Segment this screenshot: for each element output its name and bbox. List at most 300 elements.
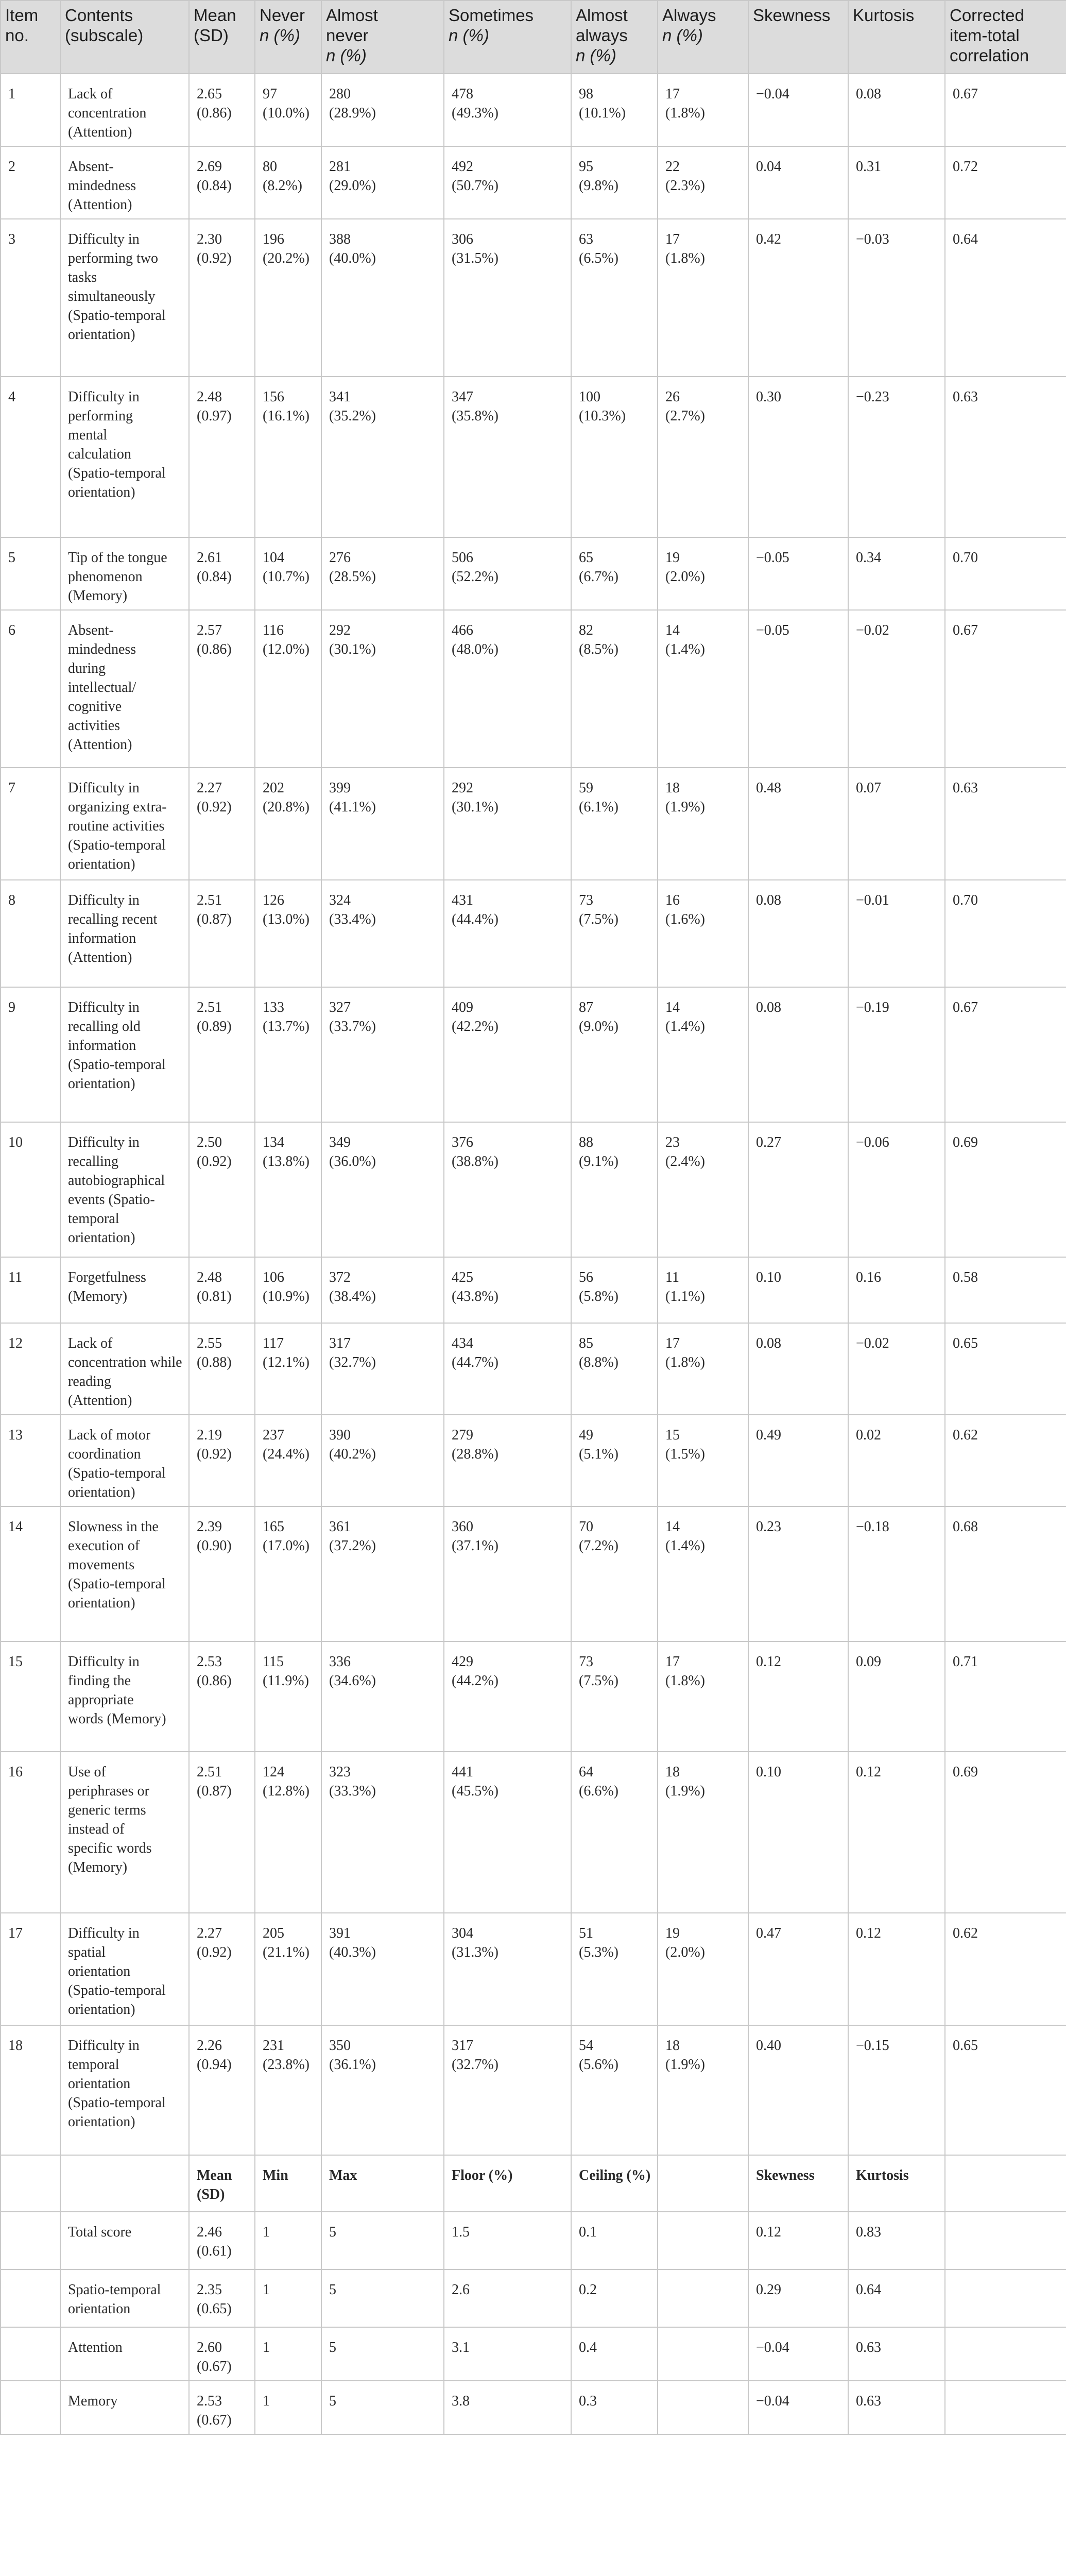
never-count (255, 610, 321, 768)
item-contents-line: information (68, 1038, 136, 1054)
almost-always-count-line: 63 (579, 231, 593, 247)
almost-always-count-line: (6.7%) (579, 569, 618, 585)
item-contents-line: phenomenon (68, 569, 143, 585)
summary-row (1, 2269, 1066, 2327)
item-contents-line: temporal (68, 1211, 119, 1227)
never-count (255, 1913, 321, 2025)
item-mean-sd (189, 880, 255, 987)
almost-never-count (321, 1415, 444, 1506)
never-count-line: (10.9%) (263, 1289, 310, 1304)
always-count-line: (2.0%) (665, 1944, 705, 1960)
almost-always-count-line: (10.3%) (579, 408, 626, 424)
item-mean-sd-line: (0.92) (197, 799, 232, 815)
summary-ceiling: 0.1 (571, 2212, 658, 2269)
never-count (255, 987, 321, 1122)
almost-never-count-line: 336 (329, 1654, 351, 1670)
almost-always-count (571, 1752, 658, 1913)
item-total-correlation: 0.64 (945, 219, 1066, 377)
item-mean-sd-line: (0.97) (197, 408, 232, 424)
column-header-label: Corrected (950, 6, 1024, 25)
item-contents-line: Difficulty in (68, 1654, 140, 1670)
item-number: 13 (1, 1415, 60, 1506)
item-kurtosis: −0.23 (848, 377, 945, 537)
always-count (658, 1506, 748, 1641)
item-contents-line: (Spatio-temporal (68, 1576, 166, 1592)
summary-max: 5 (321, 2381, 444, 2434)
almost-never-count (321, 219, 444, 377)
always-count-line: (1.9%) (665, 799, 705, 815)
item-skewness: −0.04 (748, 74, 848, 146)
always-count (658, 146, 748, 219)
sometimes-count (444, 2025, 571, 2155)
never-count-line: (13.7%) (263, 1019, 310, 1035)
summary-header-skewness: Skewness (748, 2155, 848, 2212)
sometimes-count-line: (42.2%) (452, 1019, 498, 1035)
item-mean-sd-line: 2.39 (197, 1519, 222, 1535)
almost-always-count (571, 987, 658, 1122)
item-contents-line: orientation (68, 2076, 131, 2092)
item-kurtosis: −0.18 (848, 1506, 945, 1641)
item-total-correlation: 0.63 (945, 377, 1066, 537)
sometimes-count-line: 506 (452, 550, 473, 566)
never-count (255, 537, 321, 610)
item-contents-line: recalling old (68, 1019, 141, 1035)
item-contents-line: Difficulty in (68, 231, 140, 247)
item-contents-line: cognitive (68, 699, 122, 715)
always-count-line: (2.3%) (665, 178, 705, 194)
almost-always-count-line: (6.6%) (579, 1783, 618, 1799)
summary-row (1, 2381, 1066, 2434)
almost-never-count-line: (30.1%) (329, 641, 376, 657)
item-mean-sd-line: (0.92) (197, 1944, 232, 1960)
almost-always-count-line: 73 (579, 892, 593, 908)
never-count-line: (11.9%) (263, 1673, 309, 1689)
item-contents-line: Difficulty in (68, 389, 140, 405)
item-contents-line: coordination (68, 1446, 141, 1462)
item-mean-sd (189, 1323, 255, 1415)
summary-header-min: Min (255, 2155, 321, 2212)
summary-max: 5 (321, 2327, 444, 2381)
sometimes-count (444, 377, 571, 537)
sometimes-count-line: 279 (452, 1427, 473, 1443)
always-count-line: (1.4%) (665, 641, 705, 657)
summary-header-blank (945, 2155, 1066, 2212)
summary-label (60, 2269, 189, 2327)
item-contents-line: (Attention) (68, 737, 132, 753)
item-contents (60, 1752, 189, 1913)
column-header-label: Sometimes (449, 6, 534, 25)
sometimes-count-line: (43.8%) (452, 1289, 498, 1304)
item-mean-sd-line: 2.27 (197, 780, 222, 796)
item-contents-line: (Spatio-temporal (68, 1982, 166, 1998)
almost-never-count-line: 280 (329, 86, 351, 102)
item-contents-line: mindedness (68, 178, 136, 194)
almost-never-count (321, 1323, 444, 1415)
table-row (1, 219, 1066, 377)
item-contents-line: intellectual/ (68, 680, 136, 696)
table-row (1, 1641, 1066, 1752)
item-mean-sd (189, 1641, 255, 1752)
almost-never-count-line: 388 (329, 231, 351, 247)
never-count-line: 116 (263, 622, 284, 638)
never-count (255, 219, 321, 377)
item-contents-line: performing two (68, 250, 158, 266)
sometimes-count-line: 292 (452, 780, 473, 796)
item-contents (60, 1323, 189, 1415)
item-contents-line: (Spatio-temporal (68, 465, 166, 481)
summary-skewness: 0.29 (748, 2269, 848, 2327)
never-count (255, 1415, 321, 1506)
almost-never-count-line: 281 (329, 159, 351, 175)
item-contents-line: Difficulty in (68, 1925, 140, 1941)
always-count-line: (1.6%) (665, 911, 705, 927)
column-header-unit: n (%) (449, 26, 489, 45)
never-count-line: 133 (263, 999, 284, 1015)
column-header (848, 1, 945, 74)
always-count-line: (1.1%) (665, 1289, 705, 1304)
item-total-correlation: 0.67 (945, 987, 1066, 1122)
always-count-line: 14 (665, 622, 680, 638)
almost-never-count-line: 349 (329, 1134, 351, 1150)
always-count (658, 2025, 748, 2155)
item-skewness: 0.40 (748, 2025, 848, 2155)
almost-always-count (571, 1257, 658, 1323)
sometimes-count (444, 1257, 571, 1323)
almost-always-count-line: (7.5%) (579, 1673, 618, 1689)
summary-kurtosis: 0.83 (848, 2212, 945, 2269)
sometimes-count-line: 376 (452, 1134, 473, 1150)
item-contents-line: (Attention) (68, 124, 132, 140)
summary-blank (1, 2269, 60, 2327)
item-mean-sd-line: (0.88) (197, 1354, 232, 1370)
column-header-label: (subscale) (65, 26, 144, 45)
item-number: 5 (1, 537, 60, 610)
item-contents-line: during (68, 660, 106, 676)
always-count-line: (1.4%) (665, 1019, 705, 1035)
item-contents-line: tasks (68, 269, 97, 285)
sometimes-count-line: 492 (452, 159, 473, 175)
sometimes-count-line: (44.7%) (452, 1354, 498, 1370)
item-contents-line: orientation) (68, 327, 135, 343)
item-kurtosis: 0.12 (848, 1913, 945, 2025)
summary-header-mean (189, 2155, 255, 2212)
item-contents (60, 1641, 189, 1752)
summary-floor: 3.8 (444, 2381, 571, 2434)
item-mean-sd-line: 2.51 (197, 892, 222, 908)
almost-never-count (321, 2025, 444, 2155)
item-skewness: 0.23 (748, 1506, 848, 1641)
item-mean-sd-line: (0.92) (197, 250, 232, 266)
always-count-line: 17 (665, 86, 680, 102)
column-header-label: correlation (950, 46, 1029, 65)
item-skewness: −0.05 (748, 610, 848, 768)
item-total-correlation: 0.67 (945, 74, 1066, 146)
always-count-line: (2.7%) (665, 408, 705, 424)
never-count-line: 237 (263, 1427, 284, 1443)
never-count-line: (17.0%) (263, 1538, 310, 1554)
sometimes-count (444, 1122, 571, 1257)
almost-always-count (571, 74, 658, 146)
never-count (255, 1122, 321, 1257)
almost-always-count-line: 85 (579, 1335, 593, 1351)
almost-always-count-line: 73 (579, 1654, 593, 1670)
item-kurtosis: 0.07 (848, 768, 945, 880)
item-skewness: 0.47 (748, 1913, 848, 2025)
almost-always-count-line: 56 (579, 1269, 593, 1285)
item-mean-sd-line: 2.51 (197, 1764, 222, 1780)
always-count-line: 11 (665, 1269, 679, 1285)
never-count-line: (10.7%) (263, 569, 310, 585)
item-number: 15 (1, 1641, 60, 1752)
item-total-correlation: 0.63 (945, 768, 1066, 880)
summary-ceiling: 0.4 (571, 2327, 658, 2381)
almost-never-count-line: (40.2%) (329, 1446, 376, 1462)
item-contents-line: orientation) (68, 484, 135, 500)
table-row (1, 146, 1066, 219)
always-count-line: (2.0%) (665, 569, 705, 585)
summary-kurtosis: 0.64 (848, 2269, 945, 2327)
item-contents-line: (Memory) (68, 1289, 128, 1304)
item-mean-sd-line: 2.61 (197, 550, 222, 566)
almost-always-count (571, 2025, 658, 2155)
item-mean-sd-line: 2.53 (197, 1654, 222, 1670)
item-mean-sd (189, 537, 255, 610)
item-contents-line: mindedness (68, 641, 136, 657)
summary-header-max: Max (321, 2155, 444, 2212)
item-mean-sd-line: 2.30 (197, 231, 222, 247)
item-contents-line: periphrases or (68, 1783, 149, 1799)
item-mean-sd (189, 1415, 255, 1506)
almost-never-count-line: 324 (329, 892, 351, 908)
item-contents (60, 377, 189, 537)
never-count (255, 74, 321, 146)
almost-never-count (321, 768, 444, 880)
almost-always-count-line: 100 (579, 389, 600, 405)
summary-label-line: Memory (68, 2393, 118, 2409)
table-row (1, 74, 1066, 146)
column-header-label: Kurtosis (853, 6, 915, 25)
always-count (658, 1641, 748, 1752)
always-count-line: 26 (665, 389, 680, 405)
item-contents (60, 1122, 189, 1257)
never-count-line: 202 (263, 780, 284, 796)
always-count (658, 880, 748, 987)
never-count-line: (12.0%) (263, 641, 310, 657)
sometimes-count-line: (44.4%) (452, 911, 498, 927)
item-contents-line: (Spatio-temporal (68, 2095, 166, 2111)
almost-never-count-line: (28.9%) (329, 105, 376, 121)
always-count-line: (1.9%) (665, 1783, 705, 1799)
always-count-line: 16 (665, 892, 680, 908)
item-contents (60, 1415, 189, 1506)
never-count-line: 231 (263, 2038, 284, 2054)
item-kurtosis: 0.31 (848, 146, 945, 219)
table-row (1, 987, 1066, 1122)
sometimes-count-line: (48.0%) (452, 641, 498, 657)
column-header-unit: n (%) (260, 26, 300, 45)
item-contents-line: orientation) (68, 856, 135, 872)
item-contents-line: (Spatio-temporal (68, 837, 166, 853)
column-header-label: Almost (576, 6, 628, 25)
item-contents-line: autobiographical (68, 1173, 165, 1189)
column-header-label: no. (5, 26, 29, 45)
never-count-line: 156 (263, 389, 284, 405)
sometimes-count-line: (50.7%) (452, 178, 498, 194)
summary-min: 1 (255, 2269, 321, 2327)
sometimes-count-line: (52.2%) (452, 569, 498, 585)
summary-blank (658, 2381, 748, 2434)
sometimes-count-line: 478 (452, 86, 473, 102)
sometimes-count (444, 1415, 571, 1506)
item-kurtosis: 0.09 (848, 1641, 945, 1752)
item-mean-sd-line: (0.86) (197, 641, 232, 657)
item-contents-line: (Attention) (68, 197, 132, 213)
summary-mean-sd (189, 2269, 255, 2327)
item-kurtosis: −0.03 (848, 219, 945, 377)
column-header-label: Contents (65, 6, 133, 25)
always-count-line: (1.9%) (665, 2057, 705, 2073)
item-contents-line: orientation) (68, 1076, 135, 1092)
never-count (255, 880, 321, 987)
summary-floor: 3.1 (444, 2327, 571, 2381)
almost-always-count-line: (7.5%) (579, 911, 618, 927)
summary-mean-sd-line: 2.46 (197, 2224, 222, 2240)
sometimes-count (444, 610, 571, 768)
always-count (658, 768, 748, 880)
item-contents-line: Absent- (68, 622, 114, 638)
item-skewness: 0.48 (748, 768, 848, 880)
summary-kurtosis: 0.63 (848, 2381, 945, 2434)
sometimes-count-line: (35.8%) (452, 408, 498, 424)
item-mean-sd-line: (0.84) (197, 569, 232, 585)
always-count-line: 18 (665, 1764, 680, 1780)
always-count (658, 377, 748, 537)
almost-never-count-line: 317 (329, 1335, 351, 1351)
item-total-correlation: 0.69 (945, 1752, 1066, 1913)
almost-never-count-line: (38.4%) (329, 1289, 376, 1304)
sometimes-count-line: (45.5%) (452, 1783, 498, 1799)
almost-always-count-line: 88 (579, 1134, 593, 1150)
column-header (444, 1, 571, 74)
item-contents-line: Difficulty in (68, 1134, 140, 1150)
almost-never-count-line: 391 (329, 1925, 351, 1941)
summary-blank (945, 2269, 1066, 2327)
item-mean-sd-line: (0.90) (197, 1538, 232, 1554)
table-row (1, 377, 1066, 537)
item-contents-line: (Spatio-temporal (68, 1057, 166, 1073)
column-header (1, 1, 60, 74)
sometimes-count (444, 146, 571, 219)
almost-never-count (321, 1641, 444, 1752)
item-contents-line: mental (68, 427, 108, 443)
item-contents (60, 146, 189, 219)
item-total-correlation: 0.58 (945, 1257, 1066, 1323)
item-mean-sd-line: (0.92) (197, 1446, 232, 1462)
always-count-line: (1.5%) (665, 1446, 705, 1462)
always-count (658, 1323, 748, 1415)
always-count-line: 23 (665, 1134, 680, 1150)
sometimes-count-line: (38.8%) (452, 1154, 498, 1170)
sometimes-count-line: 425 (452, 1269, 473, 1285)
summary-blank (1, 2381, 60, 2434)
item-skewness: 0.10 (748, 1257, 848, 1323)
item-number: 14 (1, 1506, 60, 1641)
item-mean-sd-line: (0.86) (197, 105, 232, 121)
almost-always-count-line: (7.2%) (579, 1538, 618, 1554)
never-count-line: (16.1%) (263, 408, 310, 424)
item-contents (60, 537, 189, 610)
almost-never-count (321, 537, 444, 610)
item-contents-line: recalling (68, 1154, 118, 1170)
almost-always-count-line: (6.1%) (579, 799, 618, 815)
never-count-line: (10.0%) (263, 105, 310, 121)
sometimes-count-line: (31.3%) (452, 1944, 498, 1960)
item-mean-sd-line: (0.86) (197, 1673, 232, 1689)
sometimes-count-line: (37.1%) (452, 1538, 498, 1554)
column-header (945, 1, 1066, 74)
almost-always-count (571, 768, 658, 880)
always-count (658, 1257, 748, 1323)
never-count-line: 80 (263, 159, 277, 175)
item-mean-sd (189, 1913, 255, 2025)
sometimes-count-line: 466 (452, 622, 473, 638)
item-number: 4 (1, 377, 60, 537)
almost-never-count-line: (33.7%) (329, 1019, 376, 1035)
almost-never-count (321, 146, 444, 219)
table-row (1, 880, 1066, 987)
item-mean-sd-line: 2.65 (197, 86, 222, 102)
always-count (658, 1122, 748, 1257)
never-count-line: (21.1%) (263, 1944, 310, 1960)
item-skewness: 0.08 (748, 1323, 848, 1415)
column-header (60, 1, 189, 74)
almost-always-count (571, 377, 658, 537)
item-contents-line: concentration while reading (68, 1354, 182, 1389)
item-contents-line: Lack of (68, 1335, 113, 1351)
sometimes-count-line: 431 (452, 892, 473, 908)
item-number: 6 (1, 610, 60, 768)
summary-blank (658, 2327, 748, 2381)
sometimes-count-line: (49.3%) (452, 105, 498, 121)
always-count-line: (2.4%) (665, 1154, 705, 1170)
item-total-correlation: 0.68 (945, 1506, 1066, 1641)
always-count-line: 17 (665, 231, 680, 247)
item-number: 17 (1, 1913, 60, 2025)
never-count (255, 768, 321, 880)
almost-always-count-line: 82 (579, 622, 593, 638)
summary-header-blank (1, 2155, 60, 2212)
almost-always-count (571, 537, 658, 610)
item-mean-sd (189, 987, 255, 1122)
never-count-line: 196 (263, 231, 284, 247)
table-row (1, 1257, 1066, 1323)
item-contents-line: words (Memory) (68, 1711, 166, 1727)
almost-never-count-line: 276 (329, 550, 351, 566)
item-number: 3 (1, 219, 60, 377)
summary-header-ceiling: Ceiling (%) (571, 2155, 658, 2212)
almost-never-count-line: 327 (329, 999, 351, 1015)
almost-never-count-line: (40.0%) (329, 250, 376, 266)
never-count (255, 377, 321, 537)
sometimes-count (444, 219, 571, 377)
sometimes-count-line: (28.8%) (452, 1446, 498, 1462)
almost-never-count-line: (33.3%) (329, 1783, 376, 1799)
table-row (1, 1122, 1066, 1257)
item-mean-sd (189, 1122, 255, 1257)
almost-always-count-line: 70 (579, 1519, 593, 1535)
always-count-line: (1.4%) (665, 1538, 705, 1554)
table-row (1, 1752, 1066, 1913)
